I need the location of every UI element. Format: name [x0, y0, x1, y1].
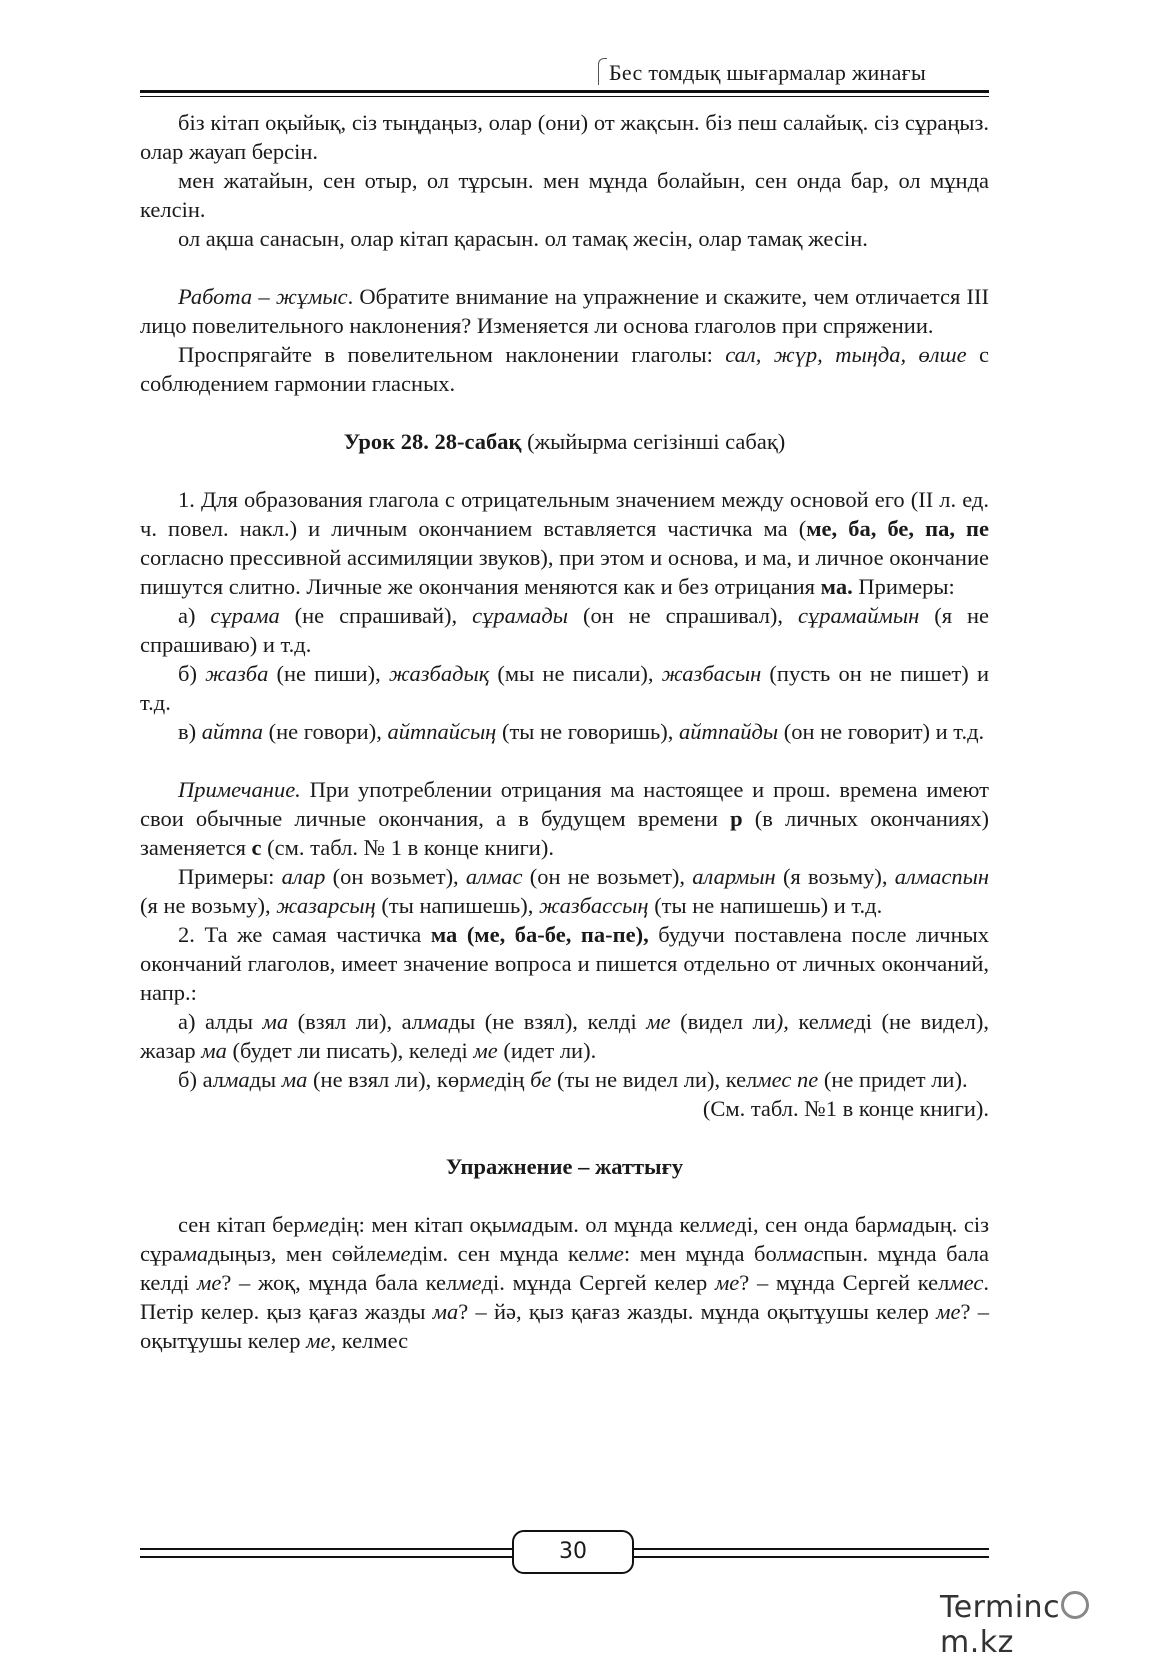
- text-run: 2. Та же самая частичка: [178, 922, 431, 947]
- text-run: р: [730, 806, 743, 831]
- text-run: а) алды: [178, 1009, 263, 1034]
- text-run: дің: мен кітап оқы: [328, 1212, 507, 1237]
- text-run: (в личных окончаниях) заменяется: [140, 806, 989, 860]
- text-run: айтпа: [201, 719, 263, 744]
- text-run: ма.: [820, 574, 853, 599]
- header-bracket: [598, 58, 607, 85]
- text-run: (он возьмет),: [325, 864, 466, 889]
- text-run: ? – оқытұушы келер: [140, 1299, 989, 1353]
- text-run: Проспрягайте в повелительном наклонении глаголы:: [178, 342, 726, 367]
- text-run: , келмес: [330, 1328, 409, 1353]
- text-run: (будет ли писать), келеді: [226, 1038, 474, 1063]
- text-run: (я не спрашиваю) и т.д.: [140, 603, 989, 657]
- header-rule-thick: [140, 90, 989, 93]
- header-rule-thin: [140, 96, 989, 97]
- text-run: жазбассың: [538, 893, 649, 918]
- text-run: ме: [470, 1067, 495, 1092]
- text-run: ме: [646, 1009, 671, 1034]
- text-run: . Петір келер. қыз қағаз жазды: [140, 1270, 989, 1324]
- text-run: 1. Для образования глагола с отрицательным значением между основой его (II л. ед. ч. повел. накл.) и личным окончанием вставляется частичка ма (: [140, 487, 989, 541]
- paragraph: [140, 1007, 989, 1065]
- text-run: (я не возьму),: [140, 893, 277, 918]
- text-run: ме: [304, 1212, 329, 1237]
- text-run: ді. мұнда Сергей келер: [481, 1270, 715, 1295]
- text-run: При употреблении отрицания ма настоящее и прош. времена имеют свои обычные личные окончания, а в будущем времени: [140, 777, 989, 831]
- lesson-heading: [140, 427, 989, 456]
- text-run: алмас: [465, 864, 523, 889]
- text-run: дім. сен мұнда кел: [410, 1241, 600, 1266]
- text-run: айтпайсың: [387, 719, 497, 744]
- text-run: жазба: [205, 661, 269, 686]
- text-run: ме: [714, 1270, 740, 1295]
- text-run: (ты не говоришь),: [496, 719, 679, 744]
- text-run: (не говори),: [263, 719, 388, 744]
- text-run: дым. ол мұнда кел: [532, 1212, 711, 1237]
- text-run: алмаспын: [894, 864, 989, 889]
- text-run: дің: [494, 1067, 531, 1092]
- text-run: с соблюдением гармонии гласных.: [140, 342, 989, 396]
- magnifier-icon: [1061, 1591, 1089, 1619]
- text-run: ді, сен онда бар: [735, 1212, 888, 1237]
- paragraph: [140, 717, 989, 746]
- table-reference: [140, 1094, 989, 1123]
- text-run: сал, жүр, тыңда, өлше: [725, 342, 967, 367]
- text-run: (идет ли).: [497, 1038, 597, 1063]
- paragraph: [140, 282, 989, 340]
- text-run: бе: [530, 1067, 552, 1092]
- text-run: Примечание.: [178, 777, 301, 802]
- text-run: ды: [249, 1067, 282, 1092]
- text-run: ма: [423, 1009, 449, 1034]
- text-run: (видел ли: [670, 1009, 776, 1034]
- text-run: ме: [599, 1241, 624, 1266]
- paragraph: [140, 775, 989, 862]
- text-run: жазбадық: [388, 661, 490, 686]
- text-run: дыңыз, мен сөйле: [208, 1241, 387, 1266]
- text-run: ме: [306, 1328, 331, 1353]
- text-run: алармын: [692, 864, 776, 889]
- text-run: мас: [787, 1241, 824, 1266]
- text-run: (не взял ли), көр: [307, 1067, 471, 1092]
- paragraph: [140, 108, 989, 166]
- text-run: мен жатайын, сен отыр, ол тұрсын. мен мұнда болайын, сен онда бар, ол мұнда келсін.: [140, 168, 989, 222]
- text-run: мес: [949, 1270, 984, 1295]
- text-run: ма: [262, 1009, 289, 1034]
- text-run: ме: [196, 1270, 222, 1295]
- text-run: сұрамады: [472, 603, 569, 628]
- text-run: ды (не взял), келді: [448, 1009, 647, 1034]
- exercise-heading: [140, 1152, 989, 1181]
- watermark-text-b: m.kz: [940, 1625, 1014, 1660]
- text-run: ме: [457, 1270, 482, 1295]
- running-header-title: Бес томдық шығармалар жинағы: [609, 60, 927, 85]
- text-run: будучи поставлена после личных окончаний глаголов, имеет значение вопроса и пишется отдельно от личных окончаний, напр.:: [140, 922, 989, 1005]
- text-run: ме: [386, 1241, 411, 1266]
- text-run: ма: [182, 1241, 209, 1266]
- text-run: айтпайды: [678, 719, 779, 744]
- text-run: ? – мұнда Сергей кел: [739, 1270, 950, 1295]
- page-number: 30: [512, 1530, 634, 1574]
- paragraph: [140, 920, 989, 1007]
- text-run: Урок 28. 28-сабақ: [343, 429, 522, 454]
- text-run: ме: [710, 1212, 736, 1237]
- text-run: : мен мұнда бол: [623, 1241, 788, 1266]
- text-run: жазбасын: [661, 661, 762, 686]
- paragraph: [140, 166, 989, 224]
- text-run: ма (ме, ба-бе, па-пе),: [430, 922, 649, 947]
- text-run: дың. сіз сұра: [140, 1212, 989, 1266]
- text-run: Примеры:: [852, 574, 955, 599]
- text-run: . Обратите внимание на упражнение и скажите, чем отличается III лицо повелительного наклонения? Изменяется ли основа глаголов при спряжении.: [140, 284, 989, 338]
- text-run: Работа – жұмыс: [178, 284, 348, 309]
- text-run: ма: [281, 1067, 308, 1092]
- text-run: мес пе: [757, 1067, 819, 1092]
- text-run: ? – жоқ, мұнда бала кел: [221, 1270, 458, 1295]
- text-run: (см. табл. № 1 в конце книги).: [261, 835, 554, 860]
- text-run: (не придет ли).: [818, 1067, 968, 1092]
- text-run: біз кітап оқыйық, сіз тыңдаңыз, олар (они) от жақсын. біз пеш салайық. сіз сұраңыз. олар жауап берсін.: [140, 110, 989, 164]
- text-run: (не пиши),: [268, 661, 389, 686]
- text-run: (он не возьмет),: [522, 864, 693, 889]
- text-run: в): [178, 719, 202, 744]
- paragraph: [140, 1210, 989, 1355]
- text-run: жазарсың: [276, 893, 376, 918]
- text-run: ма: [432, 1299, 459, 1324]
- text-run: (я возьму),: [775, 864, 895, 889]
- text-run: сұрамаймын: [797, 603, 920, 628]
- footer-rule-right: [630, 1548, 989, 1558]
- text-run: (взял ли), ал: [288, 1009, 424, 1034]
- text-run: (жыйырма сегізінші сабақ): [521, 429, 786, 454]
- text-run: ма: [223, 1067, 250, 1092]
- text-run: ? – йә, қыз қағаз жазды. мұнда оқытұушы келер: [458, 1299, 937, 1324]
- text-run: ),: [775, 1009, 789, 1034]
- text-run: Примеры:: [178, 864, 282, 889]
- text-run: пын. мұнда бала келді: [140, 1241, 989, 1295]
- paragraph: [140, 485, 989, 601]
- text-run: ма: [506, 1212, 533, 1237]
- paragraph: [140, 659, 989, 717]
- text-run: б): [178, 661, 206, 686]
- text-run: сұрама: [210, 603, 280, 628]
- text-run: (ты не видел ли), кел: [551, 1067, 758, 1092]
- page-body: [140, 108, 989, 1355]
- text-run: ма: [201, 1038, 227, 1063]
- text-run: ме, ба, бе, па, пе: [806, 516, 989, 541]
- paragraph: [140, 601, 989, 659]
- text-run: б) ал: [178, 1067, 224, 1092]
- text-run: алар: [281, 864, 326, 889]
- text-run: (См. табл. №1 в конце книги).: [702, 1096, 989, 1121]
- footer-rule-left: [140, 1548, 512, 1558]
- watermark-logo: [940, 1590, 1158, 1660]
- text-run: с: [251, 835, 262, 860]
- paragraph: [140, 340, 989, 398]
- watermark-text-a: Terminc: [940, 1590, 1061, 1625]
- text-run: (мы не писали),: [489, 661, 662, 686]
- text-run: (ты напишешь),: [375, 893, 539, 918]
- paragraph: [140, 1065, 989, 1094]
- text-run: ді (не видел), жазар: [140, 1009, 989, 1063]
- paragraph: [140, 862, 989, 920]
- text-run: ме: [936, 1299, 961, 1324]
- text-run: ме: [473, 1038, 498, 1063]
- text-run: (не спрашивай),: [279, 603, 473, 628]
- text-run: (пусть он не пишет) и т.д.: [140, 661, 989, 715]
- text-run: кел: [788, 1009, 830, 1034]
- paragraph: [140, 224, 989, 253]
- text-run: (он не спрашивал),: [568, 603, 798, 628]
- text-run: согласно прессивной ассимиляции звуков), при этом и основа, и ма, и личное окончание пишутся слитно. Личные же окончания меняются как и без отрицания: [140, 545, 989, 599]
- text-run: ме: [829, 1009, 855, 1034]
- text-run: ол ақша санасын, олар кітап қарасын. ол тамақ жесін, олар тамақ жесін.: [178, 226, 868, 251]
- text-run: (ты не напишешь) и т.д.: [648, 893, 883, 918]
- text-run: (он не говорит) и т.д.: [778, 719, 985, 744]
- text-run: Упражнение – жаттығу: [445, 1154, 684, 1179]
- text-run: сен кітап бер: [178, 1212, 305, 1237]
- text-run: а): [178, 603, 211, 628]
- text-run: ма: [887, 1212, 914, 1237]
